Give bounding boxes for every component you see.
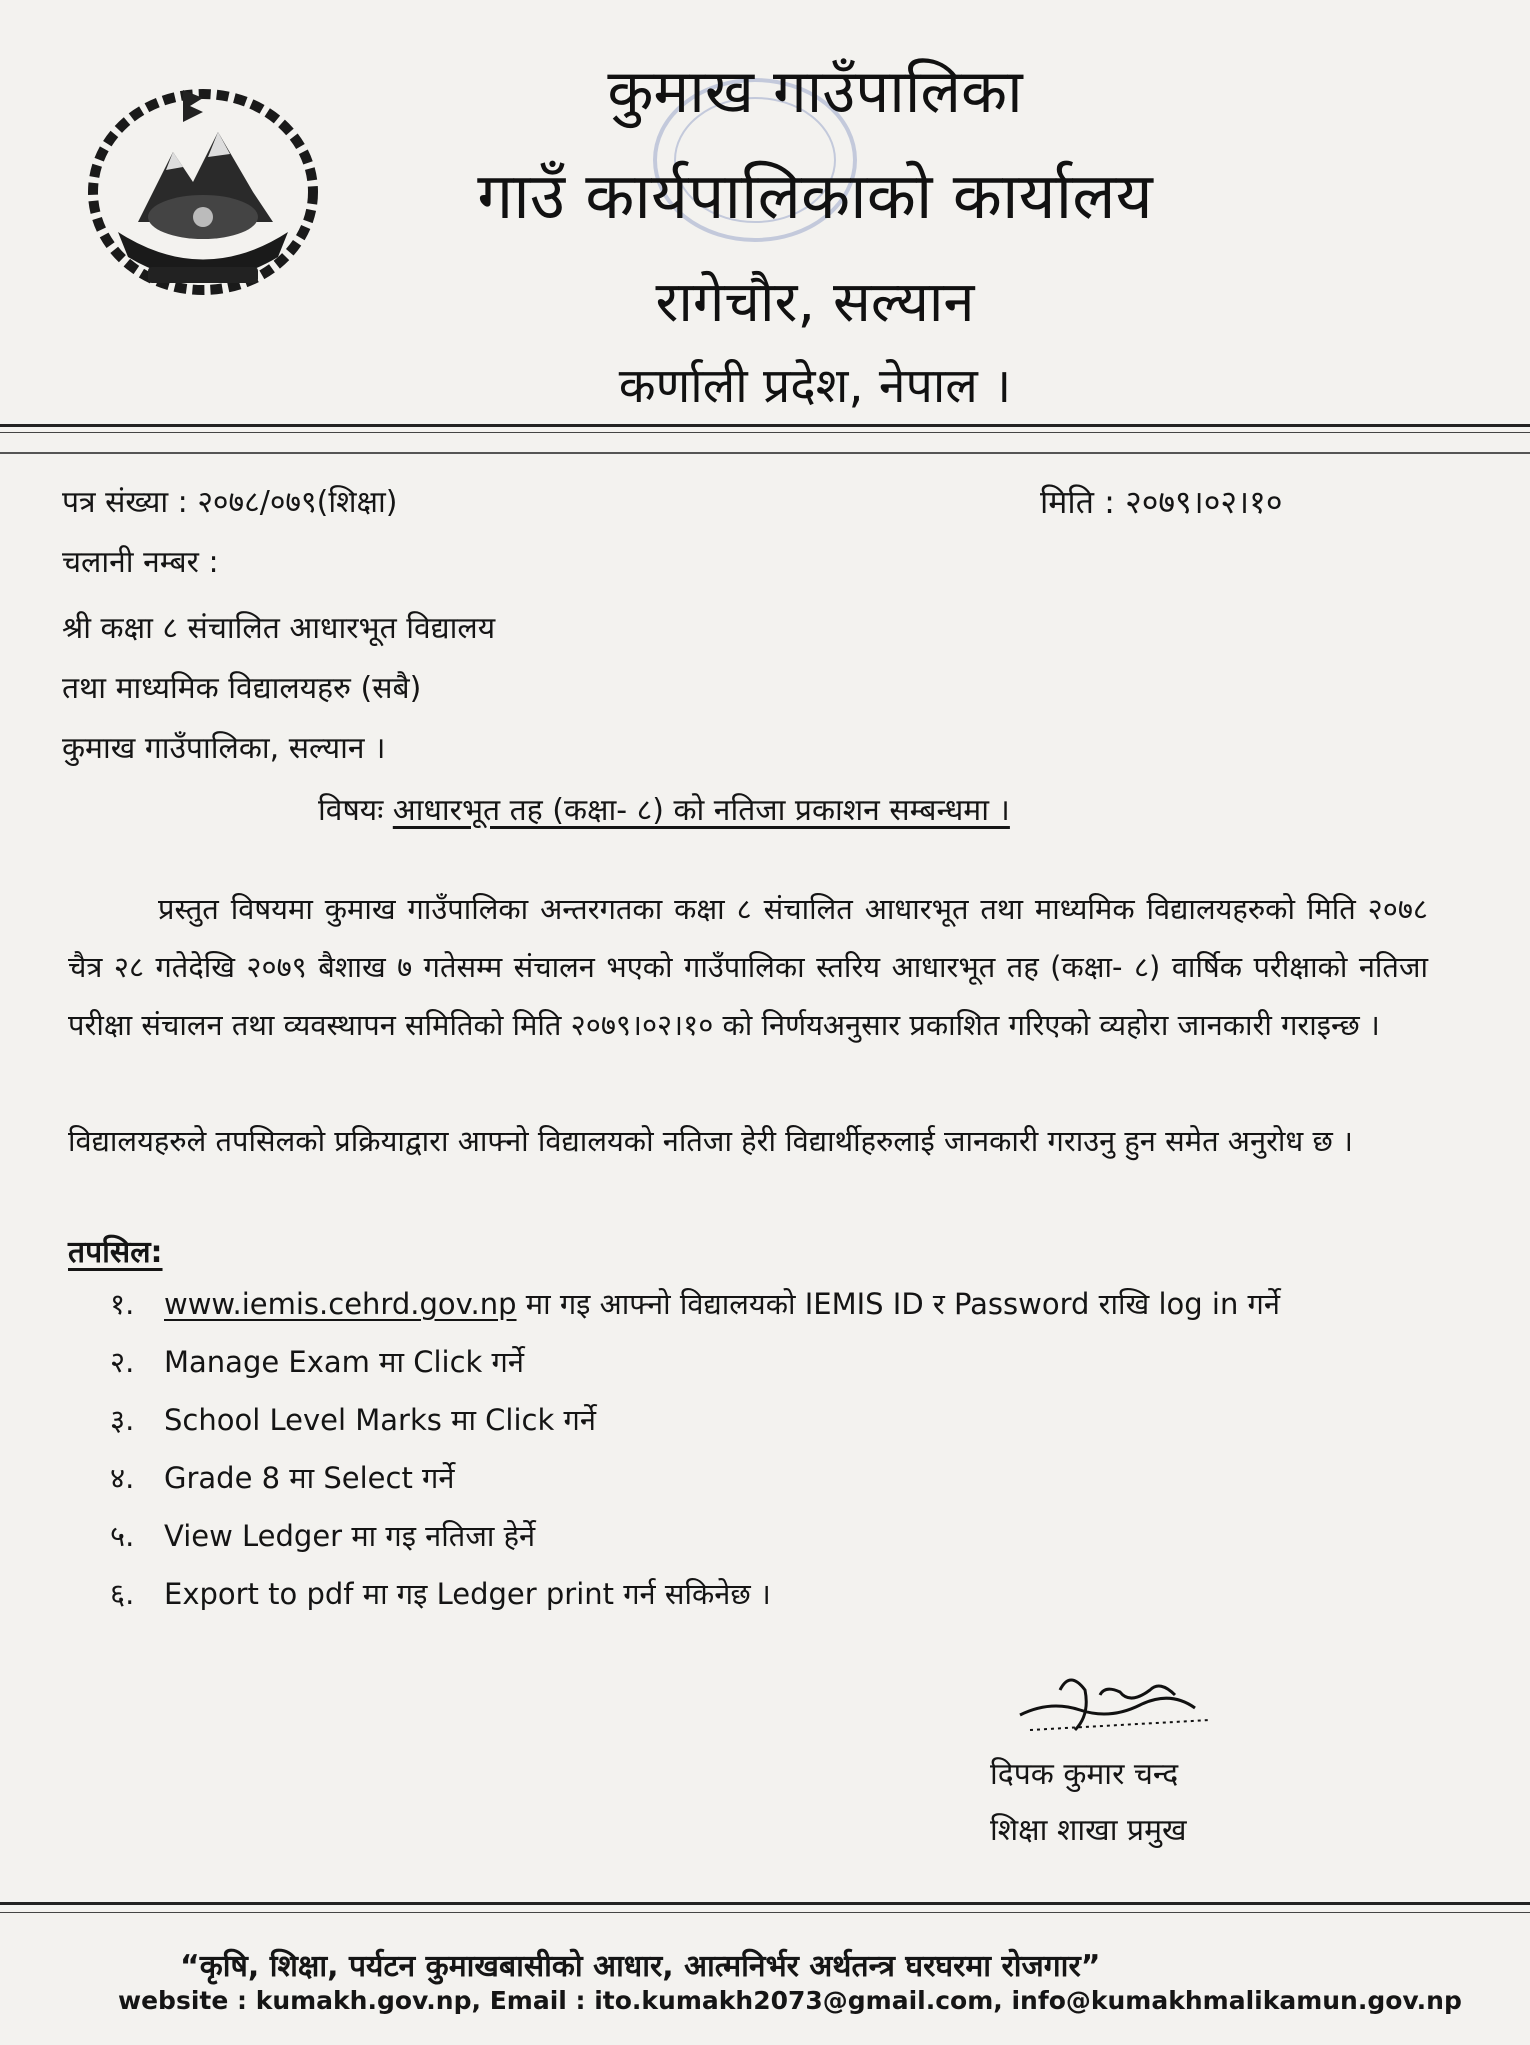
list-item bbox=[110, 1574, 1430, 1632]
step-number: ४. bbox=[110, 1461, 135, 1495]
dispatch-number: चलानी नम्बर : bbox=[62, 545, 219, 580]
body-paragraph-1: प्रस्तुत विषयमा कुमाख गाउँपालिका अन्तरगतका कक्षा ८ संचालित आधारभूत तथा माध्यमिक विद्यालयहरुको मिति २०७८ चैत्र २८ गतेदेखि २०७९ बैशाख ७ गतेसम्म संचालन भएको गाउँपालिका स्तरिय आधारभूत तह (कक्षा- ८) वार्षिक परीक्षाको नतिजा परीक्षा संचालन तथा व्यवस्थापन समितिको मिति २०७९।०२।१० को निर्णयअनुसार प्रकाशित गरिएको व्यहोरा जानकारी गराइन्छ । bbox=[68, 892, 1428, 1042]
step-text: View Ledger मा गइ नतिजा हेर्ने bbox=[164, 1519, 536, 1553]
recipient-line-1: श्री कक्षा ८ संचालित आधारभूत विद्यालय bbox=[62, 611, 496, 646]
office-province: कर्णाली प्रदेश, नेपाल । bbox=[618, 358, 1012, 414]
step-number: ३. bbox=[110, 1403, 135, 1437]
signatory-name: दिपक कुमार चन्द bbox=[990, 1757, 1179, 1792]
iemis-link[interactable]: www.iemis.cehrd.gov.np bbox=[164, 1287, 517, 1321]
subject-label: विषयः bbox=[318, 793, 384, 828]
body-paragraph-2: विद्यालयहरुले तपसिलको प्रक्रियाद्वारा आफ्नो विद्यालयको नतिजा हेरी विद्यार्थीहरुलाई जानकारी गराउनु हुन समेत अनुरोध छ । bbox=[68, 1124, 1354, 1158]
procedure-steps bbox=[110, 1284, 1430, 1632]
office-location: रागेचौर, सल्यान bbox=[655, 270, 975, 335]
tapsil-heading: तपसिल: bbox=[68, 1235, 163, 1270]
subject-text: आधारभूत तह (कक्षा- ८) को नतिजा प्रकाशन सम्बन्धमा । bbox=[392, 793, 1010, 828]
header-divider bbox=[0, 424, 1530, 427]
list-item bbox=[110, 1284, 1430, 1342]
list-item bbox=[110, 1400, 1430, 1458]
footer-divider bbox=[0, 1902, 1530, 1905]
step-text: Export to pdf मा गइ Ledger print गर्न सकिनेछ । bbox=[164, 1577, 771, 1611]
nepal-emblem-icon bbox=[78, 72, 328, 302]
footer-divider-thin bbox=[0, 1912, 1530, 1913]
step-text: मा गइ आफ्नो विद्यालयको IEMIS ID र Password राखि log in गर्ने bbox=[516, 1287, 1280, 1321]
recipient-line-3: कुमाख गाउँपालिका, सल्यान । bbox=[62, 731, 386, 766]
step-number: २. bbox=[110, 1345, 135, 1379]
step-text: Manage Exam मा Click गर्ने bbox=[164, 1345, 524, 1379]
step-number: १. bbox=[110, 1287, 135, 1321]
recipient-line-2: तथा माध्यमिक विद्यालयहरु (सबै) bbox=[62, 671, 422, 706]
subject-line bbox=[318, 788, 1010, 829]
office-name: कुमाख गाउँपालिका bbox=[607, 57, 1023, 127]
step-text: Grade 8 मा Select गर्ने bbox=[164, 1461, 455, 1495]
list-item bbox=[110, 1516, 1430, 1574]
list-item bbox=[110, 1458, 1430, 1516]
footer-contact: website : kumakh.gov.np, Email : ito.kumakh2073@gmail.com, info@kumakhmalikamun.gov.np bbox=[118, 1986, 1462, 2015]
signatory-title: शिक्षा शाखा प्रमुख bbox=[990, 1813, 1187, 1848]
footer-motto: “कृषि, शिक्षा, पर्यटन कुमाखबासीको आधार, आत्मनिर्भर अर्थतन्त्र घरघरमा रोजगार” bbox=[180, 1949, 1101, 1984]
list-item bbox=[110, 1342, 1430, 1400]
handwritten-signature bbox=[1010, 1660, 1230, 1750]
header-divider-lower bbox=[0, 452, 1530, 454]
step-number: ६. bbox=[110, 1577, 135, 1611]
letter-date: मिति : २०७९।०२।१० bbox=[1040, 483, 1283, 521]
header-divider-thin bbox=[0, 432, 1530, 433]
step-number: ५. bbox=[110, 1519, 135, 1553]
office-title: गाउँ कार्यपालिकाको कार्यालय bbox=[477, 160, 1153, 234]
letter-reference: पत्र संख्या : २०७८/०७९(शिक्षा) bbox=[62, 485, 398, 520]
step-text: School Level Marks मा Click गर्ने bbox=[164, 1403, 596, 1437]
